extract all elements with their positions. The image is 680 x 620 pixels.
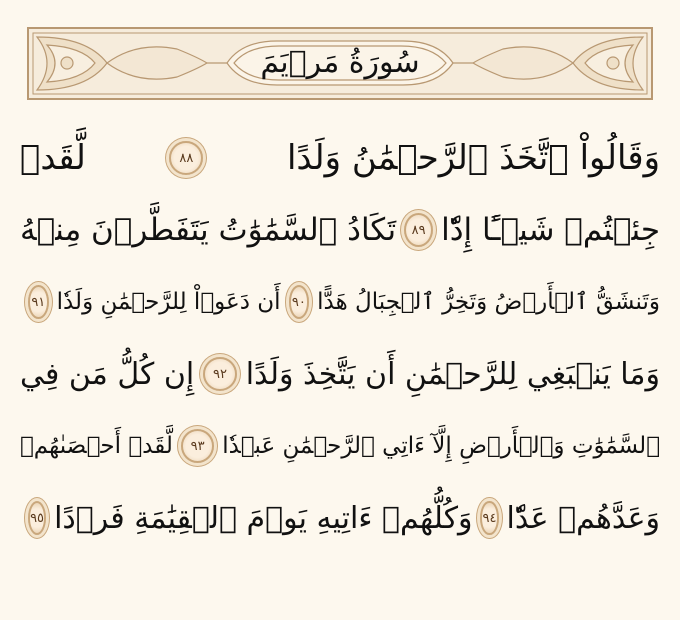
- verse-line: [20, 266, 660, 338]
- verse-text: تَكَادُ ٱلسَّمَٰوَٰتُ يَتَفَطَّرۡنَ مِنۡهُ: [20, 212, 397, 248]
- ayah-number-marker: ٩٠: [289, 285, 310, 319]
- verse-text: ٱلسَّمَٰوَٰتِ وَٱلۡأَرۡضِ إِلَّآ ءَاتِي ٱلرَّحۡمَٰنِ عَبۡدٗا: [222, 433, 660, 459]
- verse-text-body: [20, 122, 660, 554]
- verse-text: لَّقَدۡ: [20, 138, 86, 178]
- ayah-number-marker: ٩٤: [480, 501, 498, 535]
- surah-header: [27, 27, 653, 100]
- ayah-number-marker: ٩٢: [203, 357, 237, 391]
- verse-text: وَقَالُواْ ٱتَّخَذَ ٱلرَّحۡمَٰنُ وَلَدًا: [286, 138, 660, 178]
- verse-text: وَتَنشَقُّ ٱلۡأَرۡضُ وَتَخِرُّ ٱلۡجِبَالُ هَدًّا: [317, 289, 660, 315]
- verse-line: [20, 194, 660, 266]
- verse-line: [20, 122, 660, 194]
- verse-text: إِن كُلُّ مَن فِي: [20, 356, 195, 392]
- verse-text: لَّقَدۡ أَحۡصَىٰهُمۡ: [20, 433, 173, 459]
- ayah-number-marker: ٨٨: [169, 141, 203, 175]
- ayah-number-marker: ٩٣: [181, 429, 214, 463]
- verse-text: جِئۡتُمۡ شَيۡـًٔا إِدّٗا: [441, 212, 660, 248]
- verse-text: وَكُلُّهُمۡ ءَاتِيهِ يَوۡمَ ٱلۡقِيَٰمَةِ فَرۡدًا: [54, 500, 473, 536]
- ayah-number-marker: ٨٩: [404, 213, 433, 247]
- verse-text: أَن دَعَوۡاْ لِلرَّحۡمَٰنِ وَلَدٗا: [56, 289, 281, 315]
- verse-line: [20, 338, 660, 410]
- verse-text: وَعَدَّهُمۡ عَدّٗا: [506, 500, 660, 536]
- surah-title: سُورَةُ مَرۡيَمَ: [260, 45, 420, 80]
- verse-text: وَمَا يَنۢبَغِي لِلرَّحۡمَٰنِ أَن يَتَّخِذَ وَلَدًا: [245, 356, 660, 392]
- ayah-number-marker: ٩١: [28, 285, 49, 319]
- verse-line: [20, 482, 660, 554]
- ayah-number-marker: ٩٥: [28, 501, 46, 535]
- verse-line: [20, 410, 660, 482]
